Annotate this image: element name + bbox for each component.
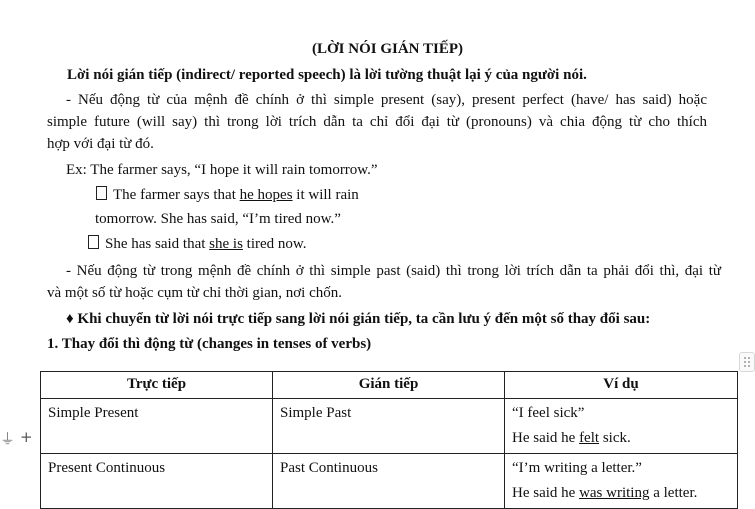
underlined-verb: was writing [579, 485, 650, 501]
table-row [41, 454, 738, 509]
example-line1: Ex: The farmer says, “I hope it will rain tomorrow.” [66, 162, 378, 178]
underlined-phrase: he hopes [239, 187, 293, 203]
rule2-line2: và một số từ hoặc cụm từ chỉ thời gian, nơi chốn. [47, 285, 342, 301]
cell-example [505, 399, 738, 454]
cell-direct: Simple Present [41, 399, 273, 454]
example-indirect: He said he was writing a letter. [512, 485, 698, 501]
underlined-phrase: she is [209, 236, 243, 252]
rule1-line1: - Nếu động từ của mệnh đề chính ở thì simple present (say), present perfect (have/ has said) hoặc [66, 92, 707, 108]
document-title: (LỜI NÓI GIÁN TIẾP) [312, 41, 463, 57]
rule1-line3: hợp với đại từ đó. [47, 136, 154, 152]
example-line2: The farmer says that he hopes it will rain [96, 185, 359, 205]
table-drag-handle-icon[interactable] [739, 352, 755, 372]
example-line3: tomorrow. She has said, “I’m tired now.” [95, 211, 341, 227]
section-heading: 1. Thay đổi thì động từ (changes in tenses of verbs) [47, 336, 372, 352]
header-direct: Trực tiếp [41, 372, 273, 399]
rule2-line1: - Nếu động từ trong mệnh đề chính ở thì simple past (said) thì trong lời trích dẫn ta phải đổi thì, đại từ [66, 263, 721, 279]
header-indirect: Gián tiếp [273, 372, 505, 399]
table-header-row [41, 372, 738, 399]
checkbox-glyph-icon [96, 186, 107, 200]
example-line4: She has said that she is tired now. [88, 234, 307, 254]
note-paragraph: ♦ Khi chuyển từ lời nói trực tiếp sang lời nói gián tiếp, ta cần lưu ý đến một số thay đổi sau: [66, 311, 651, 327]
example-indirect: He said he felt sick. [512, 430, 631, 446]
cell-indirect: Past Continuous [273, 454, 505, 509]
underlined-verb: felt [579, 430, 600, 446]
tense-changes-table [40, 371, 738, 509]
pin-icon[interactable]: ⏚ [0, 430, 16, 448]
row-gutter-controls [0, 428, 36, 448]
checkbox-glyph-icon [88, 235, 99, 249]
cell-indirect: Simple Past [273, 399, 505, 454]
example-direct: “I’m writing a letter.” [512, 460, 642, 476]
header-example: Ví dụ [505, 372, 738, 399]
cell-example [505, 454, 738, 509]
example-direct: “I feel sick” [512, 405, 585, 421]
rule1-line2: simple future (will say) thì trong lời trích dẫn ta chỉ đổi đại từ (pronouns) và chia động từ cho thích [47, 114, 707, 130]
definition-paragraph: Lời nói gián tiếp (indirect/ reported speech) là lời tường thuật lại ý của người nói. [67, 67, 587, 83]
table-row [41, 399, 738, 454]
add-row-icon[interactable]: + [20, 428, 33, 446]
cell-direct: Present Continuous [41, 454, 273, 509]
